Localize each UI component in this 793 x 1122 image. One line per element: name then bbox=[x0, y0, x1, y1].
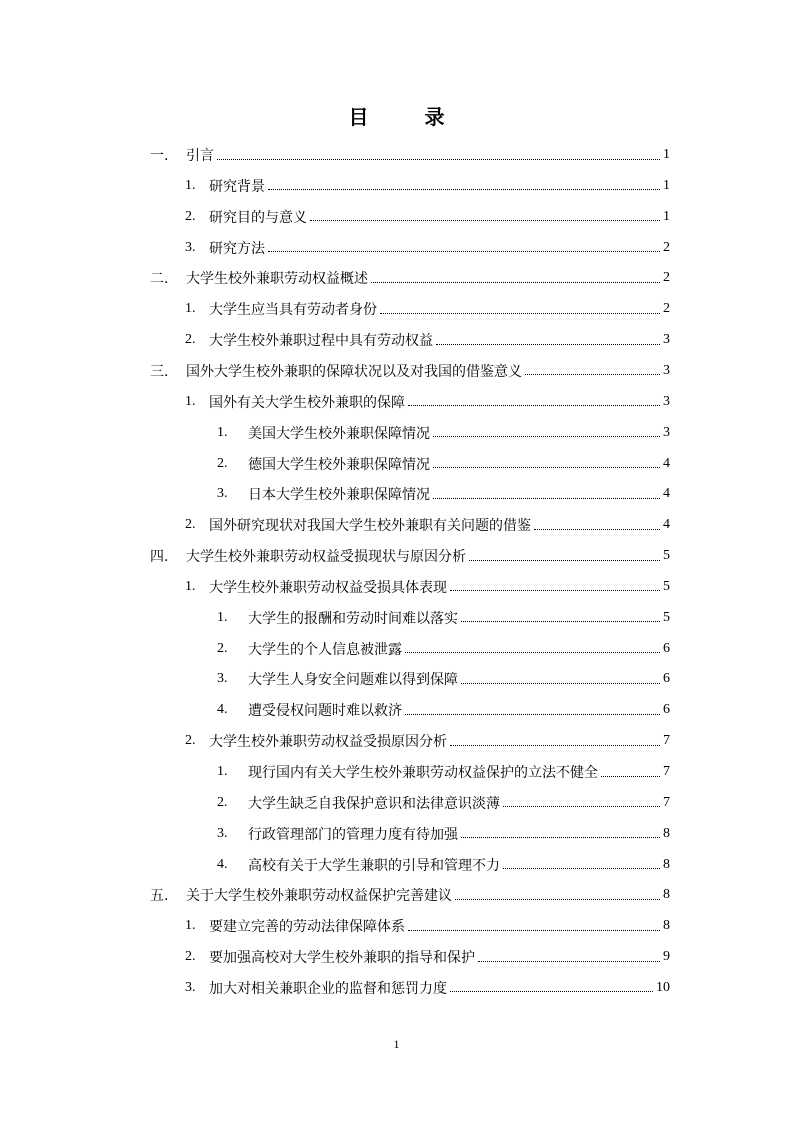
dot-leader bbox=[433, 467, 660, 468]
toc-entry-title: 德国大学生校外兼职保障情况 bbox=[248, 456, 430, 473]
toc-entry-title: 大学生应当具有劳动者身份 bbox=[209, 302, 377, 319]
toc-entry-page: 3 bbox=[663, 362, 670, 378]
toc-entry-title: 现行国内有关大学生校外兼职劳动权益保护的立法不健全 bbox=[248, 765, 598, 781]
toc-entry-level2[interactable] bbox=[185, 911, 670, 941]
toc-entry-level2[interactable] bbox=[185, 387, 670, 417]
toc-entry-level3[interactable] bbox=[217, 850, 670, 880]
toc-entry-level2[interactable] bbox=[185, 973, 670, 1003]
toc-entry-number: 二. bbox=[150, 271, 169, 288]
toc-entry-page: 10 bbox=[656, 979, 670, 995]
toc-entry-title: 要加强高校对大学生校外兼职的指导和保护 bbox=[209, 950, 475, 967]
toc-entry-number: 3. bbox=[217, 825, 228, 841]
dot-leader bbox=[433, 498, 660, 499]
toc-entry-level3[interactable] bbox=[217, 664, 670, 694]
toc-entry-title: 国外有关大学生校外兼职的保障 bbox=[209, 394, 405, 411]
toc-entry-title: 引言 bbox=[186, 148, 214, 164]
toc-entry-number: 1. bbox=[185, 301, 196, 317]
toc-entry-title: 大学生校外兼职劳动权益受损具体表现 bbox=[209, 579, 447, 596]
dot-leader bbox=[450, 590, 660, 591]
toc-entry-number: 3. bbox=[185, 979, 196, 995]
dot-leader bbox=[405, 714, 660, 715]
toc-title: 目 录 bbox=[348, 105, 463, 129]
toc-entry-level2[interactable] bbox=[185, 294, 670, 324]
toc-entry-title: 研究目的与意义 bbox=[209, 209, 307, 226]
dot-leader bbox=[478, 961, 660, 962]
toc-entry-number: 1. bbox=[185, 393, 196, 409]
toc-entry-page: 3 bbox=[663, 393, 670, 409]
toc-entry-title: 高校有关于大学生兼职的引导和管理不力 bbox=[248, 857, 500, 874]
toc-entry-number: 2. bbox=[217, 640, 228, 656]
dot-leader bbox=[268, 251, 660, 252]
toc-entry-level2[interactable] bbox=[185, 325, 670, 355]
toc-entry-page: 5 bbox=[663, 548, 670, 564]
toc-entry-level3[interactable] bbox=[217, 757, 670, 787]
toc-entry-title: 加大对相关兼职企业的监督和惩罚力度 bbox=[209, 980, 447, 997]
toc-entry-title: 美国大学生校外兼职保障情况 bbox=[248, 425, 430, 442]
toc-entry-page: 6 bbox=[663, 702, 670, 718]
toc-entry-level2[interactable] bbox=[185, 233, 670, 263]
toc-entry-number: 一. bbox=[150, 148, 169, 164]
toc-entry-level2[interactable] bbox=[185, 726, 670, 756]
dot-leader bbox=[455, 899, 660, 900]
toc-entry-page: 5 bbox=[663, 578, 670, 594]
dot-leader bbox=[371, 282, 660, 283]
toc-entry-page: 4 bbox=[663, 517, 670, 533]
toc-entry-title: 大学生人身安全问题难以得到保障 bbox=[248, 672, 458, 689]
toc-entry-page: 6 bbox=[663, 640, 670, 656]
toc-entry-page: 2 bbox=[663, 239, 670, 255]
toc-entry-number: 2. bbox=[217, 455, 228, 471]
toc-entry-page: 8 bbox=[663, 825, 670, 841]
dot-leader bbox=[461, 621, 660, 622]
dot-leader bbox=[310, 220, 660, 221]
dot-leader bbox=[534, 529, 660, 530]
toc-entry-number: 2. bbox=[185, 208, 196, 224]
toc-entry-number: 2. bbox=[217, 794, 228, 810]
toc-entry-number: 五. bbox=[150, 888, 169, 905]
toc-entry-page: 8 bbox=[663, 918, 670, 934]
toc-entry-level2[interactable] bbox=[185, 510, 670, 540]
dot-leader bbox=[450, 745, 660, 746]
dot-leader bbox=[503, 806, 660, 807]
dot-leader bbox=[601, 776, 660, 777]
toc-entry-page: 2 bbox=[663, 270, 670, 286]
page-number: 1 bbox=[393, 1037, 400, 1051]
dot-leader bbox=[408, 405, 660, 406]
dot-leader bbox=[408, 930, 660, 931]
dot-leader bbox=[436, 344, 660, 345]
toc-entry-title: 国外研究现状对我国大学生校外兼职有关问题的借鉴 bbox=[209, 518, 531, 535]
toc-entry-title: 要建立完善的劳动法律保障体系 bbox=[209, 919, 405, 936]
toc-entry-number: 2. bbox=[185, 517, 196, 533]
toc-entry-level2[interactable] bbox=[185, 202, 670, 232]
toc-entry-level2[interactable] bbox=[185, 942, 670, 972]
toc-entry-title: 遭受侵权问题时难以救济 bbox=[248, 703, 402, 720]
toc-entry-number: 2. bbox=[185, 332, 196, 348]
toc-entry-level3[interactable] bbox=[217, 788, 670, 818]
toc-entry-level3[interactable] bbox=[217, 819, 670, 849]
dot-leader bbox=[450, 991, 653, 992]
toc-entry-page: 5 bbox=[663, 609, 670, 625]
toc-entry-page: 7 bbox=[663, 733, 670, 749]
toc-entry-title: 研究方法 bbox=[209, 240, 265, 257]
toc-entry-number: 1. bbox=[185, 918, 196, 934]
dot-leader bbox=[469, 560, 660, 561]
toc-entry-title: 大学生校外兼职劳动权益受损现状与原因分析 bbox=[186, 549, 466, 566]
toc-entry-title: 日本大学生校外兼职保障情况 bbox=[248, 487, 430, 504]
toc-entry-page: 9 bbox=[663, 949, 670, 965]
dot-leader bbox=[217, 159, 660, 160]
toc-entry-page: 4 bbox=[663, 486, 670, 502]
toc-entry-number: 1. bbox=[185, 177, 196, 193]
dot-leader bbox=[433, 436, 660, 437]
toc-entry-number: 4. bbox=[217, 856, 228, 872]
toc-entry-title: 国外大学生校外兼职的保障状况以及对我国的借鉴意义 bbox=[186, 363, 522, 380]
toc-entry-number: 4. bbox=[217, 702, 228, 718]
toc-entry-page: 1 bbox=[663, 147, 670, 162]
toc-entry-title: 大学生缺乏自我保护意识和法律意识淡薄 bbox=[248, 795, 500, 812]
toc-entry-level3[interactable] bbox=[217, 695, 670, 725]
toc-entry-page: 2 bbox=[663, 301, 670, 317]
toc-entry-number: 四. bbox=[150, 549, 169, 566]
toc-entry-page: 8 bbox=[663, 887, 670, 903]
toc-entry-number: 3. bbox=[217, 486, 228, 502]
toc-entry-level3[interactable] bbox=[217, 418, 670, 448]
toc-entry-title: 大学生校外兼职劳动权益受损原因分析 bbox=[209, 734, 447, 751]
dot-leader bbox=[461, 837, 660, 838]
dot-leader bbox=[525, 374, 660, 375]
toc-entry-title: 大学生校外兼职过程中具有劳动权益 bbox=[209, 333, 433, 350]
toc-entry-page: 7 bbox=[663, 794, 670, 810]
dot-leader bbox=[461, 683, 660, 684]
toc-entry-level2[interactable] bbox=[185, 572, 670, 602]
dot-leader bbox=[380, 313, 660, 314]
toc-entry-title: 行政管理部门的管理力度有待加强 bbox=[248, 826, 458, 843]
toc-entry-number: 1. bbox=[217, 424, 228, 440]
toc-entry-number: 3. bbox=[217, 671, 228, 687]
toc-entry-level1[interactable] bbox=[150, 541, 670, 571]
dot-leader bbox=[503, 868, 660, 869]
toc-entry-page: 3 bbox=[663, 332, 670, 348]
toc-entry-level1[interactable] bbox=[150, 263, 670, 293]
toc-entry-title: 大学生的报酬和劳动时间难以落实 bbox=[248, 610, 458, 627]
toc-entry-level3[interactable] bbox=[217, 603, 670, 633]
toc-entry-page: 1 bbox=[663, 177, 670, 193]
dot-leader bbox=[268, 189, 660, 190]
toc-entry-number: 2. bbox=[185, 949, 196, 965]
toc-entry-level3[interactable] bbox=[217, 449, 670, 479]
toc-entry-number: 三. bbox=[150, 363, 169, 380]
toc-entry-number: 2. bbox=[185, 733, 196, 749]
toc-entry-page: 1 bbox=[663, 208, 670, 224]
toc-entry-level3[interactable] bbox=[217, 479, 670, 509]
toc-entry-title: 关于大学生校外兼职劳动权益保护完善建议 bbox=[186, 888, 452, 905]
toc-entry-number: 1. bbox=[185, 578, 196, 594]
toc-entry-level1[interactable] bbox=[150, 140, 670, 170]
toc-entry-title: 大学生校外兼职劳动权益概述 bbox=[186, 271, 368, 288]
toc-entry-page: 6 bbox=[663, 671, 670, 687]
toc-entry-page: 3 bbox=[663, 424, 670, 440]
toc-entry-page: 7 bbox=[663, 764, 670, 779]
toc-entry-number: 3. bbox=[185, 239, 196, 255]
toc-entry-title: 大学生的个人信息被泄露 bbox=[248, 641, 402, 658]
dot-leader bbox=[405, 652, 660, 653]
toc-entry-level2[interactable] bbox=[185, 171, 670, 201]
toc-entry-number: 1. bbox=[217, 764, 228, 779]
toc-entry-title: 研究背景 bbox=[209, 178, 265, 195]
toc-entry-page: 4 bbox=[663, 455, 670, 471]
toc-entry-number: 1. bbox=[217, 609, 228, 625]
toc-entry-page: 8 bbox=[663, 856, 670, 872]
toc-entry-level1[interactable] bbox=[150, 880, 670, 910]
toc-entry-level3[interactable] bbox=[217, 634, 670, 664]
toc-entry-level1[interactable] bbox=[150, 356, 670, 386]
